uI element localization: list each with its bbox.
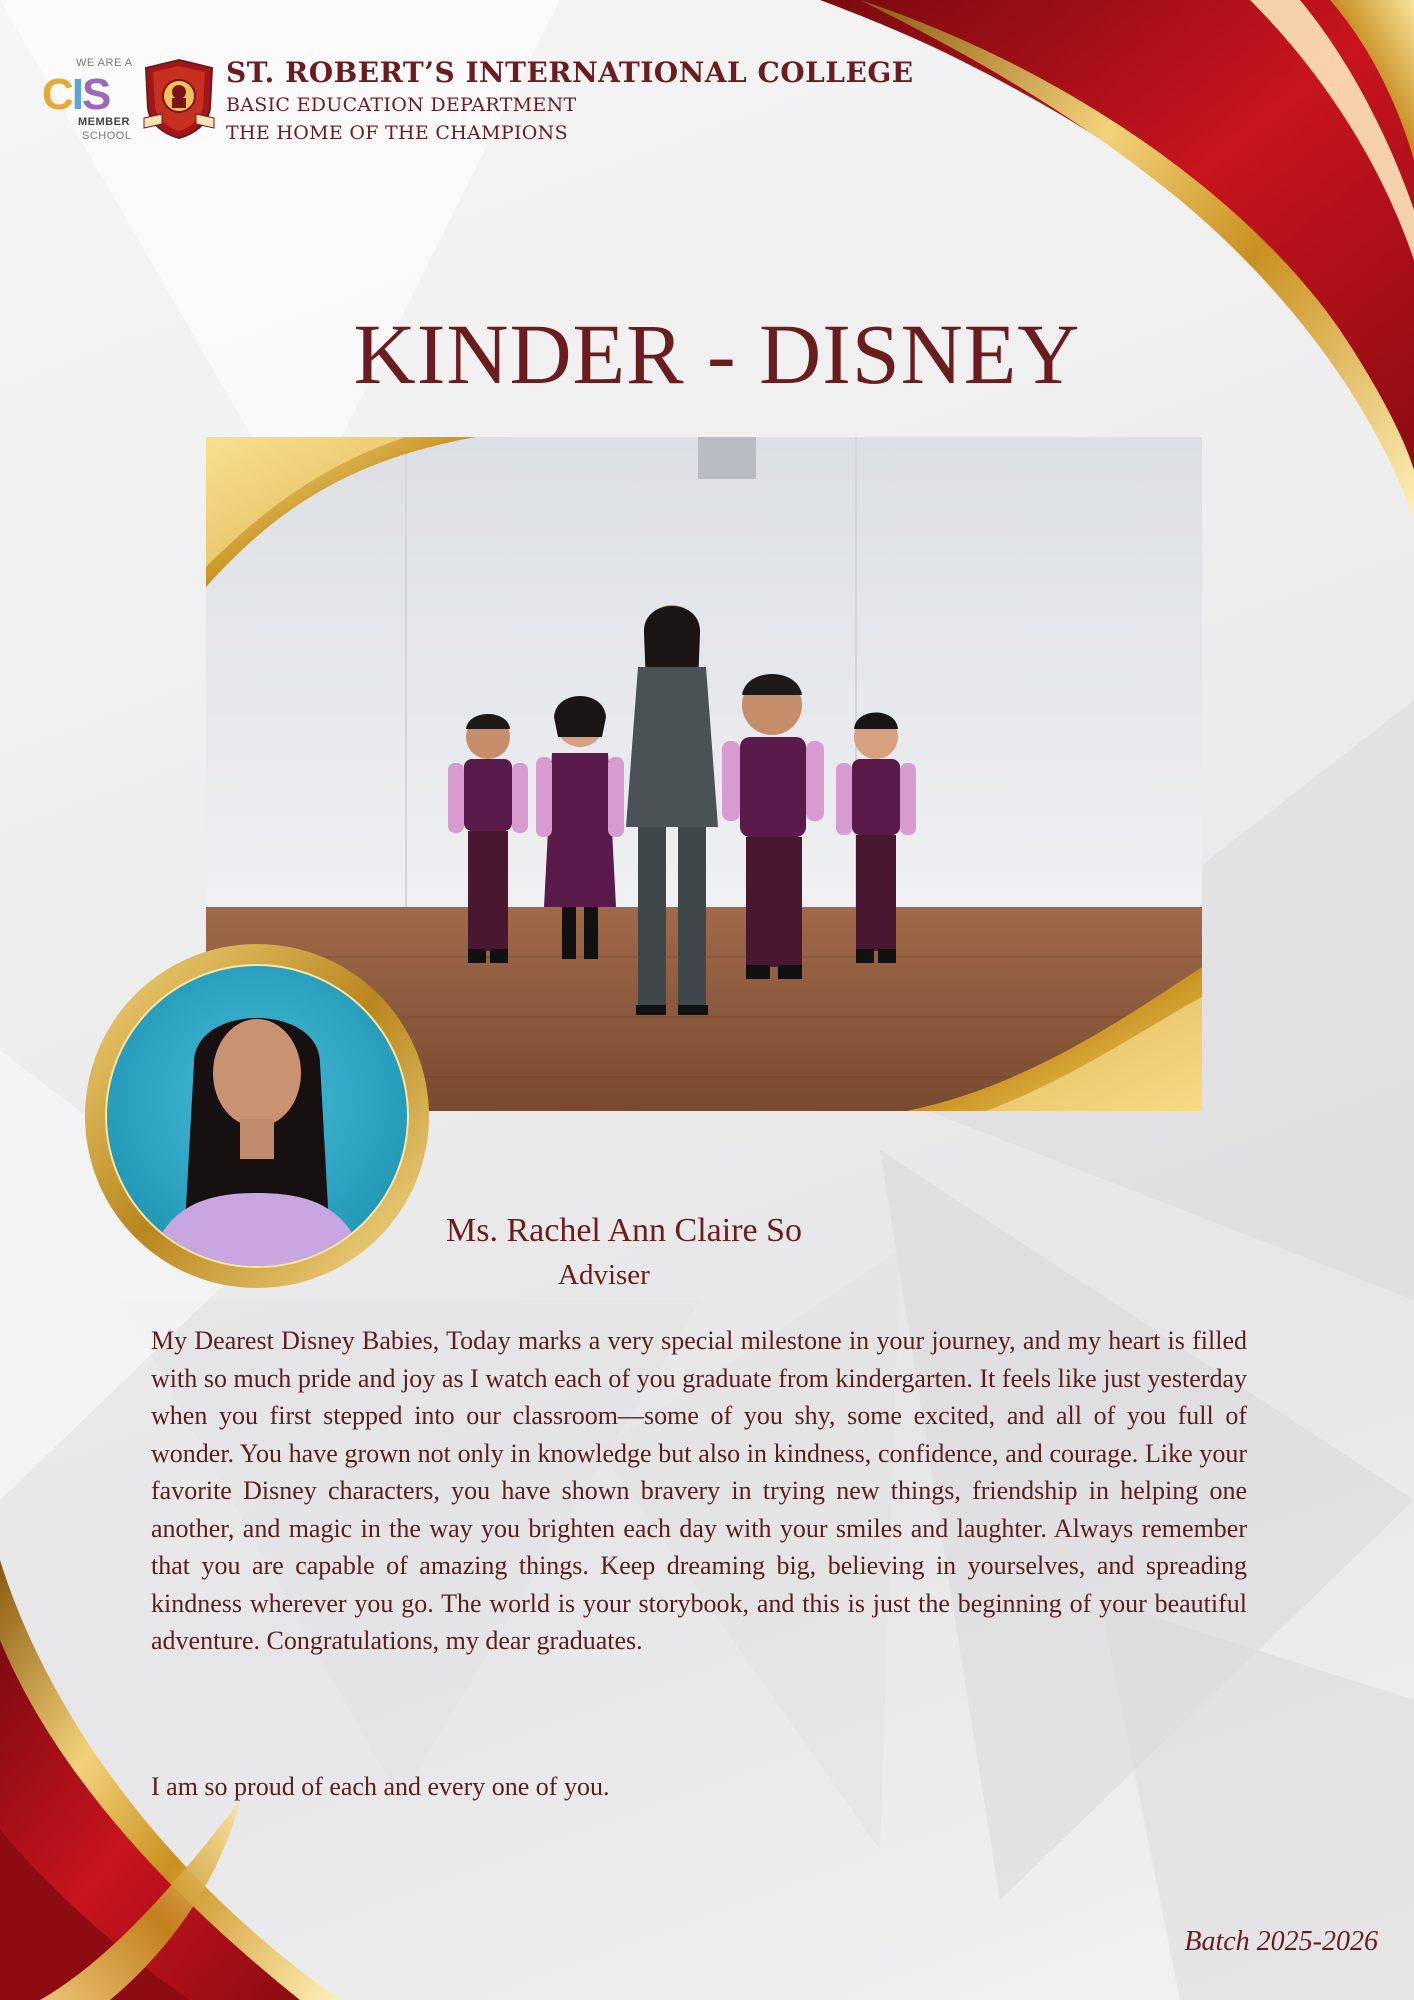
cis-letters	[42, 70, 109, 120]
cis-member-text: MEMBER	[78, 116, 130, 128]
cis-school-text: SCHOOL	[82, 130, 132, 142]
adviser-message: My Dearest Disney Babies, Today marks a very special milestone in your journey, and my heart is filled with so much pride and joy as I watch each of you graduate from kindergarten. It feels like just yesterday when you first stepped into our classroom—some of you shy, some excited, and all of you full of wonder. You have grown not only in knowledge but also in kindness, confidence, and courage. Like your favorite Disney characters, you have shown bravery in trying new things, friendship in helping one another, and magic in the way you brighten each day with your smiles and laughter. Always remember that you are capable of amazing things. Keep dreaming big, believing in yourselves, and spreading kindness wherever you go. The world is your storybook, and this is just the beginning of your beautiful adventure. Congratulations, my dear graduates.	[151, 1326, 1247, 1655]
class-title: KINDER - DISNEY	[353, 306, 1081, 402]
adviser-role: Adviser	[558, 1259, 650, 1291]
cis-letter-s: S	[82, 70, 110, 119]
adviser-name: Ms. Rachel Ann Claire So	[446, 1212, 803, 1249]
batch-label: Batch 2025-2026	[1184, 1926, 1378, 1957]
adviser-portrait	[84, 943, 430, 1289]
school-tagline: THE HOME OF THE CHAMPIONS	[226, 122, 568, 144]
cis-member-badge	[40, 54, 140, 144]
department-name: BASIC EDUCATION DEPARTMENT	[226, 94, 577, 116]
school-seal-icon	[142, 58, 216, 140]
cis-letter-i: I	[71, 70, 83, 119]
college-name: ST. ROBERT’S INTERNATIONAL COLLEGE	[226, 56, 914, 89]
cis-letter-c: C	[42, 70, 72, 119]
cis-top-text: WE ARE A	[76, 57, 133, 69]
message-closing: I am so proud of each and every one of you.	[151, 1772, 610, 1801]
